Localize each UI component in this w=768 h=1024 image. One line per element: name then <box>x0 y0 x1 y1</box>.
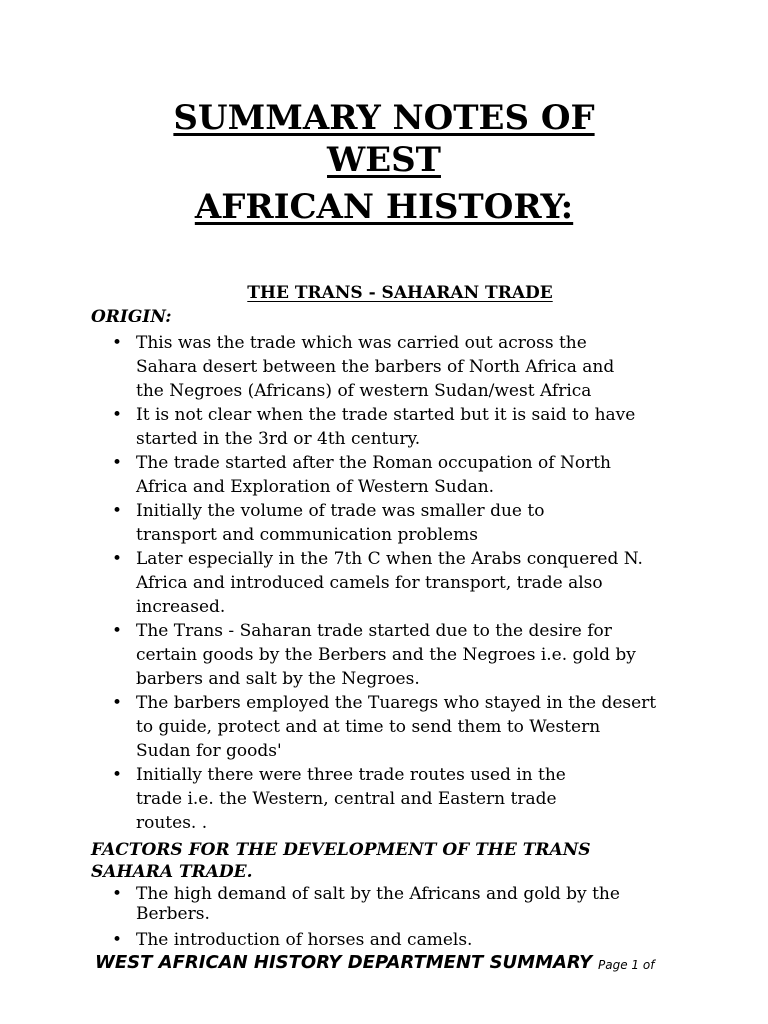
list-item-text: to guide, protect and at time to send them to Western <box>136 717 601 737</box>
bullet-icon: • <box>112 930 123 950</box>
list-item-text: The trade started after the Roman occupation of North <box>136 453 611 473</box>
list-item <box>0 691 700 763</box>
bullet-icon: • <box>112 333 123 353</box>
document-title-line-1: SUMMARY NOTES OF <box>173 98 595 138</box>
bullet-icon: • <box>112 549 123 569</box>
list-item-text: Africa and Exploration of Western Sudan. <box>136 477 495 497</box>
list-item-text: The Trans - Saharan trade started due to the desire for <box>136 621 612 641</box>
bullet-icon: • <box>112 884 123 904</box>
section-subheading: THE TRANS - SAHARAN TRADE <box>247 283 553 303</box>
document-title-line-3: AFRICAN HISTORY: <box>194 187 574 227</box>
factors-heading <box>91 839 651 883</box>
list-item-text: The high demand of salt by the Africans and gold by the <box>136 884 620 904</box>
list-item <box>0 331 700 403</box>
list-item <box>0 930 700 950</box>
list-item <box>0 619 700 691</box>
list-item-text: Sahara desert between the barbers of North Africa and <box>136 357 615 377</box>
origin-bullet-list <box>0 331 700 835</box>
list-item-text: Berbers. <box>136 904 210 924</box>
list-item-text: The barbers employed the Tuaregs who stayed in the desert <box>136 693 657 713</box>
factors-heading-line: FACTORS FOR THE DEVELOPMENT OF THE TRANS <box>91 840 591 860</box>
list-item-text: Later especially in the 7th C when the Arabs conquered N. <box>136 549 643 569</box>
factors-bullet-list <box>0 884 700 956</box>
list-item-text: Sudan for goods' <box>136 741 282 761</box>
list-item-text: barbers and salt by the Negroes. <box>136 669 420 689</box>
list-item-text: It is not clear when the trade started but it is said to have <box>136 405 636 425</box>
list-item <box>0 547 700 619</box>
list-item <box>0 884 700 924</box>
page-number: Page 1 of <box>598 958 655 972</box>
bullet-icon: • <box>112 621 123 641</box>
list-item-text: The introduction of horses and camels. <box>136 930 473 950</box>
factors-heading-line: SAHARA TRADE. <box>91 862 253 882</box>
list-item-text: This was the trade which was carried out across the <box>136 333 587 353</box>
list-item-text: increased. <box>136 597 226 617</box>
list-item-text: certain goods by the Berbers and the Negroes i.e. gold by <box>136 645 636 665</box>
list-item-text: started in the 3rd or 4th century. <box>136 429 421 449</box>
list-item <box>0 451 700 499</box>
list-item-text: Initially there were three trade routes used in the <box>136 765 566 785</box>
list-item-text: routes. . <box>136 813 208 833</box>
list-item <box>0 403 700 451</box>
origin-heading: ORIGIN: <box>91 307 172 327</box>
bullet-icon: • <box>112 453 123 473</box>
bullet-icon: • <box>112 765 123 785</box>
list-item <box>0 499 700 547</box>
bullet-icon: • <box>112 405 123 425</box>
page-footer: WEST AFRICAN HISTORY DEPARTMENT SUMMARY <box>95 952 593 973</box>
list-item-text: the Negroes (Africans) of western Sudan/west Africa <box>136 381 592 401</box>
list-item-text: Africa and introduced camels for transport, trade also <box>136 573 603 593</box>
list-item-text: Initially the volume of trade was smaller due to <box>136 501 545 521</box>
list-item <box>0 763 700 835</box>
list-item-text: trade i.e. the Western, central and Eastern trade <box>136 789 557 809</box>
bullet-icon: • <box>112 693 123 713</box>
list-item-text: transport and communication problems <box>136 525 478 545</box>
document-title-line-2: WEST <box>327 140 441 180</box>
bullet-icon: • <box>112 501 123 521</box>
